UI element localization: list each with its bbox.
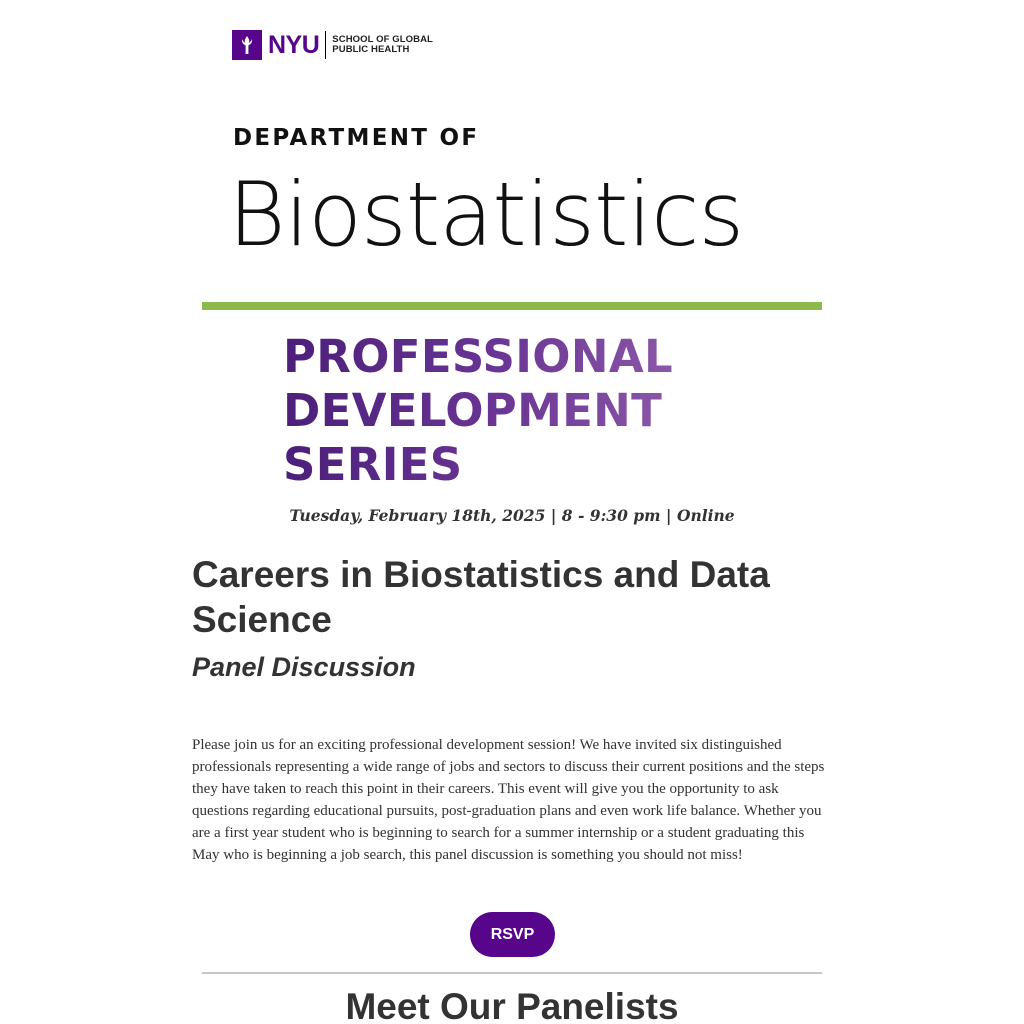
series-line2: DEVELOPMENT <box>283 384 663 437</box>
series-banner <box>283 330 673 492</box>
nyu-wordmark: NYU <box>268 31 320 59</box>
school-name-line1: SCHOOL OF GLOBAL <box>332 34 433 45</box>
section-divider <box>202 972 822 974</box>
series-line1: PROFESSIONAL <box>283 330 673 383</box>
event-details: Tuesday, February 18th, 2025 | 8 - 9:30 pm | Online <box>289 506 735 525</box>
rsvp-button[interactable]: RSVP <box>470 912 555 957</box>
event-description: Please join us for an exciting professional development session! We have invited six distinguished professionals representing a wide range of jobs and sectors to discuss their current positions and the steps they have taken to reach this point in their careers. This event will give you the opportunity to ask questions regarding educational pursuits, post-graduation plans and even work life balance. Whether you are a first year student who is beginning to search for a summer internship or a student graduating this May who is beginning a job search, this panel discussion is something you should not miss! <box>192 737 825 863</box>
nyu-gph-logo <box>232 30 433 60</box>
accent-bar <box>202 302 822 310</box>
panelists-heading: Meet Our Panelists <box>345 986 679 1024</box>
department-name: Biostatistics <box>228 163 744 266</box>
series-line3: SERIES <box>283 438 463 491</box>
nyu-torch-icon <box>232 30 262 60</box>
logo-divider <box>325 31 326 59</box>
school-name <box>332 35 433 55</box>
event-title: Careers in Biostatistics and Data Science <box>192 554 770 640</box>
school-name-line2: PUBLIC HEALTH <box>332 44 410 55</box>
department-prefix: DEPARTMENT OF <box>233 125 480 151</box>
event-subtitle: Panel Discussion <box>192 652 416 682</box>
